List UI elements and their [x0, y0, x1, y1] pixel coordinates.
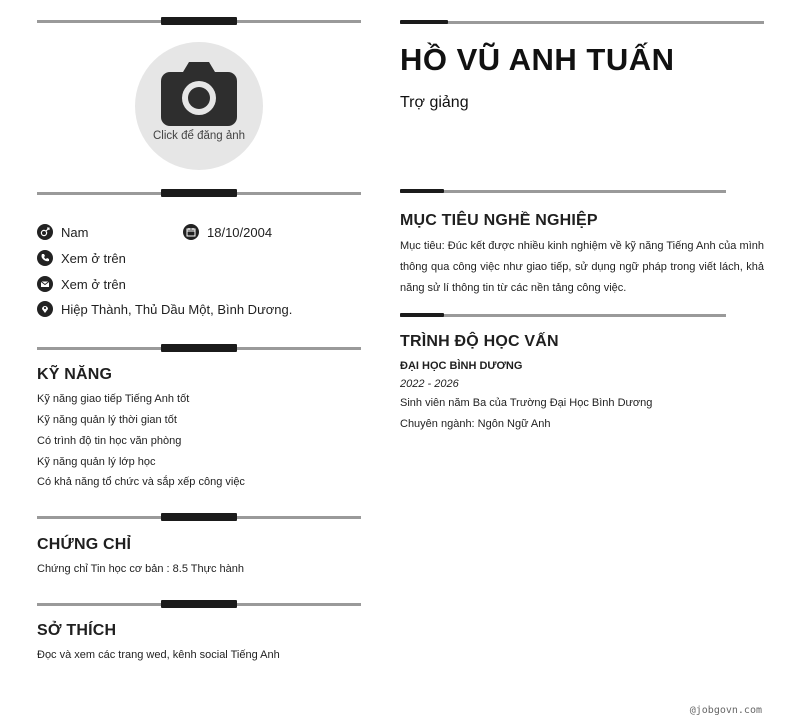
calendar-icon	[183, 224, 199, 240]
candidate-role: Trợ giảng	[400, 94, 469, 111]
divider-below-avatar	[37, 192, 361, 195]
address-value: Hiệp Thành, Thủ Dầu Một, Bình Dương.	[61, 301, 293, 317]
phone-value: Xem ở trên	[61, 250, 126, 266]
objective-title: MỤC TIÊU NGHỀ NGHIỆP	[400, 212, 598, 229]
skills-title: KỸ NĂNG	[37, 366, 113, 383]
gender-row	[37, 224, 88, 240]
skill-item: Kỹ năng giao tiếp Tiếng Anh tốt	[37, 393, 190, 405]
certificate-item: Chứng chỉ Tin học cơ bản : 8.5 Thực hành	[37, 563, 245, 575]
phone-icon	[37, 250, 53, 266]
email-value: Xem ở trên	[61, 276, 126, 292]
birthdate-row	[183, 224, 272, 240]
school-name: ĐẠI HỌC BÌNH DƯƠNG	[400, 360, 523, 372]
skill-item: Kỹ năng quản lý thời gian tốt	[37, 414, 177, 426]
divider-certificates	[37, 516, 361, 519]
gender-icon	[37, 224, 53, 240]
certificates-title: CHỨNG CHỈ	[37, 536, 132, 553]
skill-item: Có khả năng tổ chức và sắp xếp công việc	[37, 476, 245, 488]
hobbies-title: SỞ THÍCH	[37, 622, 117, 639]
phone-row	[37, 250, 126, 266]
birthdate-value: 18/10/2004	[207, 224, 273, 240]
avatar-caption: Click để đăng ảnh	[152, 130, 246, 142]
divider-top-right	[400, 21, 764, 24]
watermark: @jobgovn.com	[689, 705, 762, 716]
divider-education	[400, 314, 726, 317]
divider-hobbies	[37, 603, 361, 606]
avatar-upload[interactable]	[135, 42, 263, 170]
gender-value: Nam	[61, 224, 89, 240]
hobby-item: Đọc và xem các trang wed, kênh social Tiếng Anh	[37, 649, 280, 661]
candidate-name: HỒ VŨ ANH TUẤN	[400, 42, 675, 77]
camera-icon	[159, 60, 239, 128]
divider-objective	[400, 190, 726, 193]
education-period: 2022 - 2026	[400, 378, 459, 390]
education-detail: Sinh viên năm Ba của Trường Đại Học Bình Dương	[400, 397, 653, 409]
divider-skills	[37, 347, 361, 350]
education-detail: Chuyên ngành: Ngôn Ngữ Anh	[400, 418, 551, 430]
objective-text: Mục tiêu: Đúc kết được nhiều kinh nghiệm về kỹ năng Tiếng Anh của mình thông qua công việc như giao tiếp, sử dụng ngữ pháp trong viết lách, khả năng sử lí thông tin từ các nền tảng công việc.	[400, 240, 764, 294]
location-pin-icon	[37, 301, 53, 317]
divider-top-left	[37, 20, 361, 23]
email-row	[37, 276, 126, 292]
education-title: TRÌNH ĐỘ HỌC VẤN	[400, 333, 559, 350]
skill-item: Kỹ năng quản lý lớp học	[37, 456, 156, 468]
email-icon	[37, 276, 53, 292]
address-row	[37, 301, 292, 317]
skill-item: Có trình độ tin học văn phòng	[37, 435, 182, 447]
